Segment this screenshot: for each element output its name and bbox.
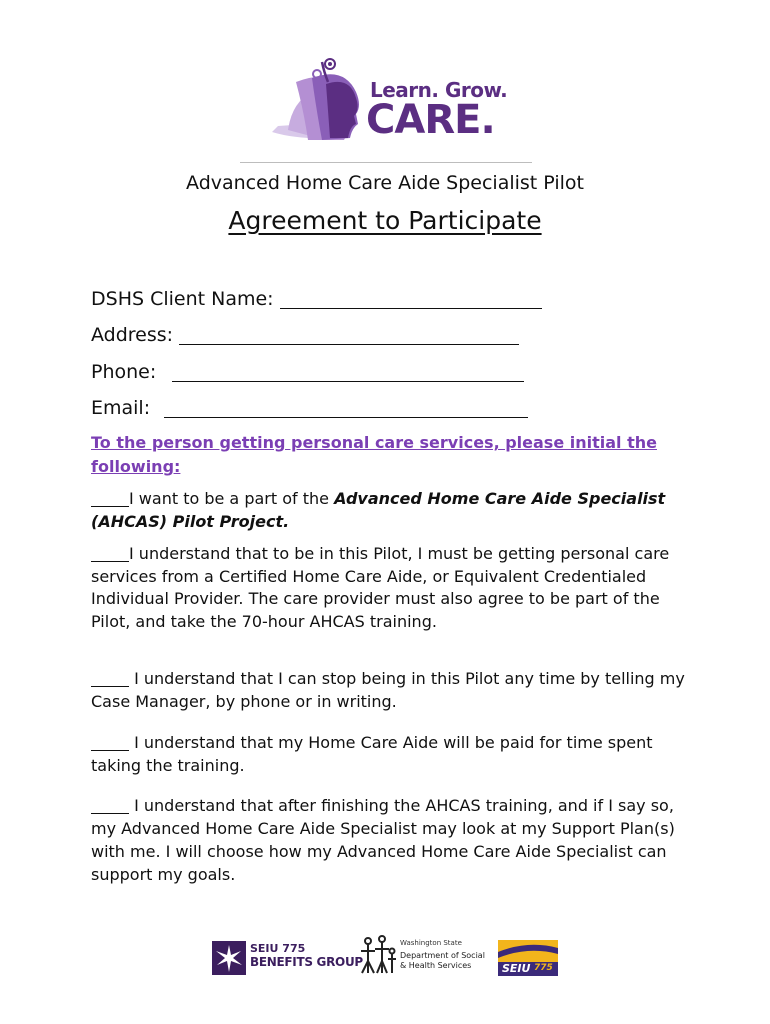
email-row <box>91 397 528 419</box>
email-blank[interactable] <box>164 399 528 418</box>
dshs-logo: Washington State Department of Social & Health Services <box>358 933 503 978</box>
phone-label: Phone: <box>91 361 157 383</box>
initial-instruction: To the person getting personal care services, please initial the following: <box>91 433 657 476</box>
document-title: Agreement to Participate <box>228 206 542 235</box>
client-name-row <box>91 288 542 310</box>
agreement-item-5: I understand that after finishing the AHCAS training, and if I say so, my Advanced Home Care Aide Specialist may look at my Support Plan(s) with me. I will choose how my Advanced Home Care Aide Specialist can support my goals. <box>91 796 675 884</box>
email-label: Email: <box>91 397 151 419</box>
initial-blank-1[interactable] <box>91 490 129 507</box>
phone-blank[interactable] <box>172 363 524 382</box>
header-divider <box>240 162 532 163</box>
agreement-item-4: I understand that my Home Care Aide will be paid for time spent taking the training. <box>91 733 653 775</box>
client-name-blank[interactable] <box>280 290 542 309</box>
initial-blank-4[interactable] <box>91 734 129 751</box>
initial-blank-5[interactable] <box>91 797 129 814</box>
family-figures-icon <box>358 933 398 977</box>
seiu-benefits-group-logo: SEIU 775 BENEFITS GROUP <box>212 940 332 976</box>
client-name-label: DSHS Client Name: <box>91 288 274 310</box>
starburst-icon <box>212 941 246 975</box>
initial-blank-2[interactable] <box>91 545 129 562</box>
address-blank[interactable] <box>179 326 519 345</box>
phone-row <box>91 361 524 383</box>
logo-tagline: Learn. Grow. <box>370 78 508 102</box>
agreement-item-2: I understand that to be in this Pilot, I must be getting personal care services from a Certified Home Care Aide, or Equivalent Credentialed Individual Provider. The care provider must also agree to be part of the Pilot, and take the 70-hour AHCAS training. <box>91 544 670 631</box>
address-row <box>91 324 519 346</box>
logo-care-word: CARE. <box>366 97 495 143</box>
seiu-775-logo: SEIU 775 <box>498 940 558 976</box>
document-subtitle: Advanced Home Care Aide Specialist Pilot <box>186 172 584 194</box>
pilot-name-bold: Advanced Home Care Aide Specialist (AHCAS) Pilot Project. <box>91 489 666 531</box>
address-label: Address: <box>91 324 174 346</box>
initial-blank-3[interactable] <box>91 670 129 687</box>
agreement-item-1: I want to be a part of the Advanced Home Care Aide Specialist (AHCAS) Pilot Project. <box>91 489 666 531</box>
agreement-item-3: I understand that I can stop being in this Pilot any time by telling my Case Manager, by phone or in writing. <box>91 669 685 711</box>
